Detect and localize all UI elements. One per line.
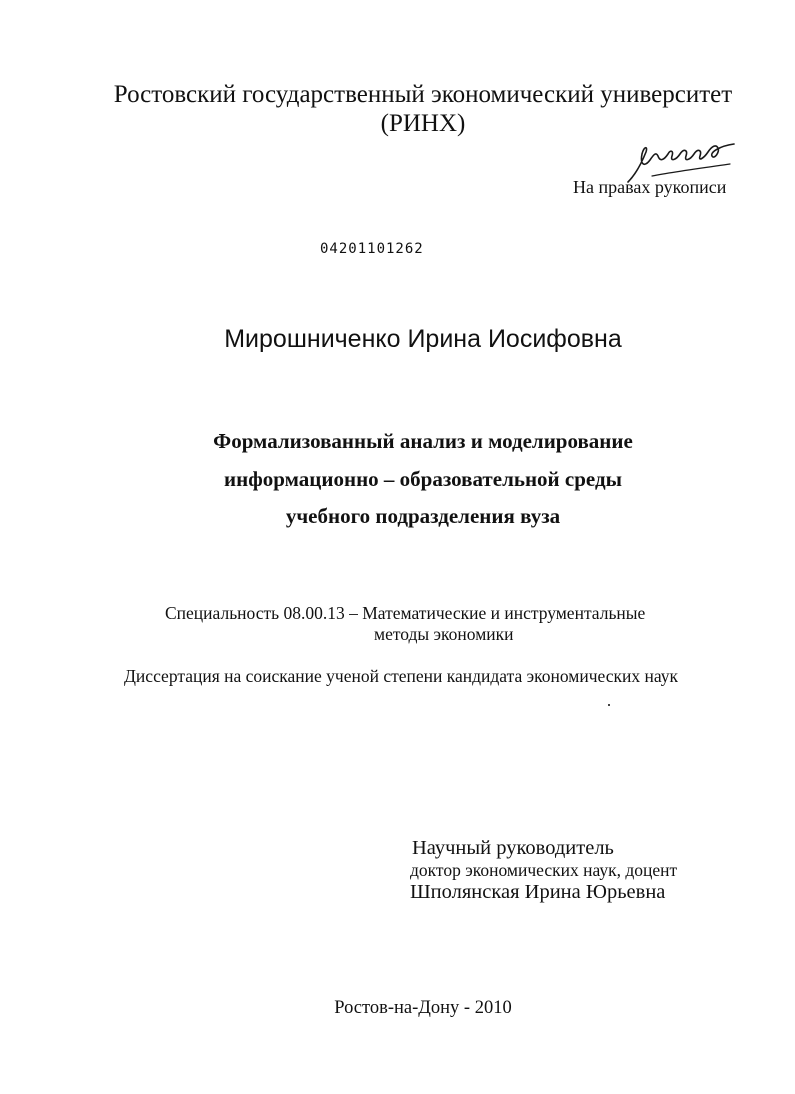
city-year: Ростов-на-Дону - 2010 [334,998,512,1018]
dissertation-title-line-3: учебного подразделения вуза [285,504,561,528]
university-name: Ростовский государственный экономический университет [113,81,733,108]
specialty-line-1: Специальность 08.00.13 – Математические и инструментальные [165,603,646,623]
university-abbreviation: (РИНХ) [380,110,466,137]
supervisor-label: Научный руководитель [412,837,614,859]
stray-mark [608,704,610,706]
registration-code: 04201101262 [320,241,424,257]
dissertation-title-line-1: Формализованный анализ и моделирование [213,429,633,453]
author-name: Мирошниченко Ирина Иосифовна [224,325,622,353]
supervisor-degree: доктор экономических наук, доцент [410,860,678,880]
manuscript-note: На правах рукописи [573,177,727,197]
supervisor-name: Шполянская Ирина Юрьевна [410,881,666,903]
dissertation-title-line-2: информационно – образовательной среды [224,467,622,491]
dissertation-degree: Диссертация на соискание ученой степени кандидата экономических наук [124,666,678,686]
specialty-line-2: методы экономики [374,624,514,644]
